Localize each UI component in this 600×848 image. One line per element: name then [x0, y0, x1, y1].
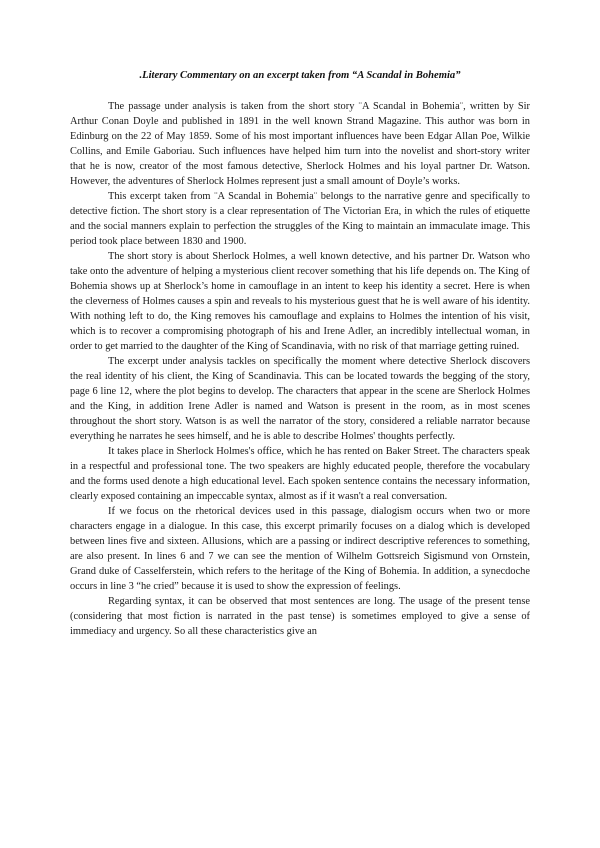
paragraph-setting: It takes place in Sherlock Holmes's office, which he has rented on Baker Street. The characters speak in a respectful and professional tone. The two speakers are highly educated people, therefore the vocabulary and the forms used denote a high educational level. Each spoken sentence contains the necessary information, clearly exposed containing an impeccable syntax, almost as if it wasn't a real conversation.: [70, 446, 530, 502]
paragraph-introduction: The passage under analysis is taken from the short story ¨A Scandal in Bohemia¨, written by Sir Arthur Conan Doyle and published in 1891 in the well known Strand Magazine. This author was born in Edinburg on the 22 of May 1859. Some of his most important influences have been Edgar Allan Poe, Wilkie Collins, and Emile Gaboriau. Such influences have helped him turn into the novelist and short-story writer that he is now, creator of the most famous detective, Sherlock Holmes and his loyal partner Dr. Watson. However, the adventures of Sherlock Holmes represent just a small amount of Doyle’s works.: [70, 101, 530, 187]
document-body: [70, 99, 530, 639]
document-title: .Literary Commentary on an excerpt taken from “A Scandal in Bohemia”: [139, 70, 461, 81]
paragraph-syntax: Regarding syntax, it can be observed that most sentences are long. The usage of the present tense (considering that most fiction is narrated in the past tense) is sometimes employed to give a sense of immediacy and urgency. So all these characteristics give an: [70, 596, 530, 637]
paragraph-plot-summary: The short story is about Sherlock Holmes, a well known detective, and his partner Dr. Watson who take onto the adventure of helping a mysterious client recover something that his life depends on. The King of Bohemia shows up at Sherlock’s home in camouflage in an intent to keep his identity a secret. Here is when the cleverness of Holmes causes a spin and reveals to his mysterious guest that he is well aware of his identity. With nothing left to do, the King removes his camouflage and explains to Holmes the intention of his visit, which is to recover a compromising photograph of his and Irene Adler, an incredibly intellectual woman, in order to get married to the daughter of the King of Scandinavia, with no risk of that marriage getting ruined.: [70, 251, 530, 352]
paragraph-genre: This excerpt taken from ¨A Scandal in Bohemia¨ belongs to the narrative genre and specifically to detective fiction. The short story is a clear representation of The Victorian Era, in which the rules of etiquette and the social manners explain to perfection the struggles of the King to maintain an immaculate image. This period took place between 1830 and 1900.: [70, 191, 530, 247]
paragraph-rhetorical-devices: If we focus on the rhetorical devices used in this passage, dialogism occurs when two or more characters engage in a dialogue. In this case, this excerpt primarily focuses on a dialog which is developed between lines five and sixteen. Allusions, which are a passing or indirect descriptive references to something, are also present. In lines 6 and 7 we can see the mention of Wilhelm Gottsreich Sigismund von Ornstein, Grand duke of Casselferstein, which refers to the heritage of the King of Bohemia. In addition, a synecdoche occurs in line 3 “he cried” because it is used to show the expression of feelings.: [70, 506, 530, 592]
paragraph-excerpt-location: The excerpt under analysis tackles on specifically the moment where detective Sherlock discovers the real identity of his client, the King of Scandinavia. This can be located towards the begging of the story, page 6 line 12, where the plot begins to develop. The characters that appear in the scene are Sherlock Holmes and the King, in addition Irene Adler is named and Watson is present in the room, as in most scenes throughout the short story. Watson is as well the narrator of the story, considered a reliable narrator because everything he narrates he sees himself, and he is able to describe Holmes' thoughts perfectly.: [70, 356, 530, 442]
